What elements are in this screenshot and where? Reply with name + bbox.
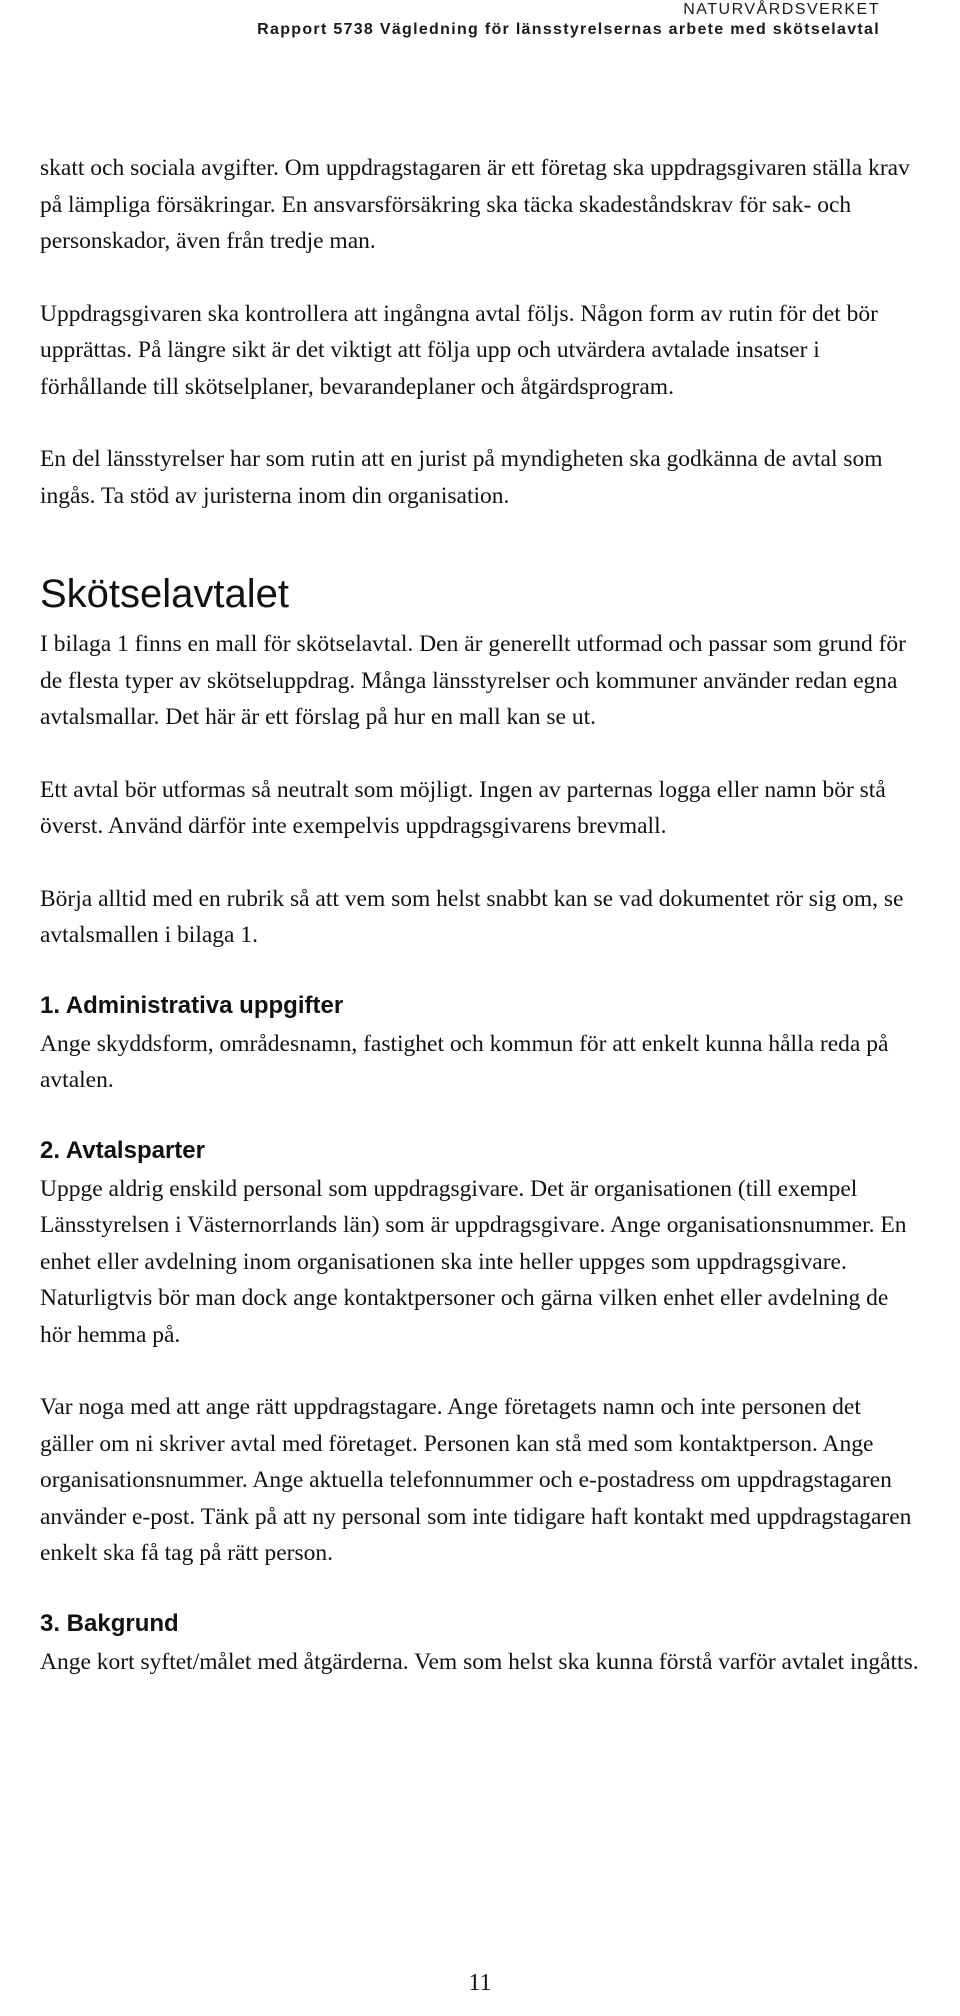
paragraph: Börja alltid med en rubrik så att vem som helst snabbt kan se vad dokumentet rör sig om, se avtalsmallen i bilaga 1.	[40, 885, 904, 948]
page-header	[257, 0, 880, 40]
paragraph: Uppge aldrig enskild personal som uppdragsgivare. Det är organisationen (till exempel Länsstyrelsen i Västernorrlands län) som är uppdragsgivare. Ange organisationsnummer. En enhet eller avdelning inom organisationen ska inte heller uppges som uppdragsgivare. Naturligtvis bör man dock ange kontaktpersoner och gärna vilken enhet eller avdelning de hör hemma på.	[40, 1175, 907, 1348]
subsection-heading: 2. Avtalsparter	[40, 1136, 205, 1164]
page-number: 11	[468, 1970, 492, 1996]
paragraph: En del länsstyrelser har som rutin att en jurist på myndigheten ska godkänna de avtal som ingås. Ta stöd av juristerna inom din organisation.	[40, 446, 883, 509]
paragraph: Ange kort syftet/målet med åtgärderna. Vem som helst ska kunna förstå varför avtalet ingåtts.	[40, 1648, 919, 1675]
paragraph: Uppdragsgivaren ska kontrollera att ingångna avtal följs. Någon form av rutin för det bör upprättas. På längre sikt är det viktigt att följa upp och utvärdera avtalade insatser i förhållande till skötselplaner, bevarandeplaner och åtgärdsprogram.	[40, 300, 878, 400]
paragraph: skatt och sociala avgifter. Om uppdragstagaren är ett företag ska uppdragsgivaren ställa krav på lämpliga försäkringar. En ansvarsförsäkring ska täcka skadeståndskrav för sak- och personskador, även från tredje man.	[40, 155, 910, 254]
subsection-heading: 1. Administrativa uppgifter	[40, 991, 344, 1019]
document-body	[40, 150, 920, 1716]
header-org: NATURVÅRDSVERKET	[683, 1, 880, 18]
paragraph: Ange skyddsform, områdesnamn, fastighet och kommun för att enkelt kunna hålla reda på avtalen.	[40, 1030, 889, 1093]
paragraph: I bilaga 1 finns en mall för skötselavtal. Den är generellt utformad och passar som grund för de flesta typer av skötseluppdrag. Många länsstyrelser och kommuner använder redan egna avtalsmallar. Det här är ett förslag på hur en mall kan se ut.	[40, 631, 906, 730]
section-heading: Skötselavtalet	[40, 572, 290, 616]
paragraph: Var noga med att ange rätt uppdragstagare. Ange företagets namn och inte personen det gäller om ni skriver avtal med företaget. Personen kan stå med som kontaktperson. Ange organisationsnummer. Ange aktuella telefonnummer och e-postadress om uppdragstagaren använder e-post. Tänk på att ny personal som inte tidigare haft kontakt med uppdragstagaren enkelt ska få tag på rätt person.	[40, 1394, 912, 1566]
subsection-heading: 3. Bakgrund	[40, 1609, 179, 1637]
header-report-title: Rapport 5738 Vägledning för länsstyrelsernas arbete med skötselavtal	[257, 21, 880, 38]
paragraph: Ett avtal bör utformas så neutralt som möjligt. Ingen av parternas logga eller namn bör stå överst. Använd därför inte exempelvis uppdragsgivarens brevmall.	[40, 776, 886, 839]
